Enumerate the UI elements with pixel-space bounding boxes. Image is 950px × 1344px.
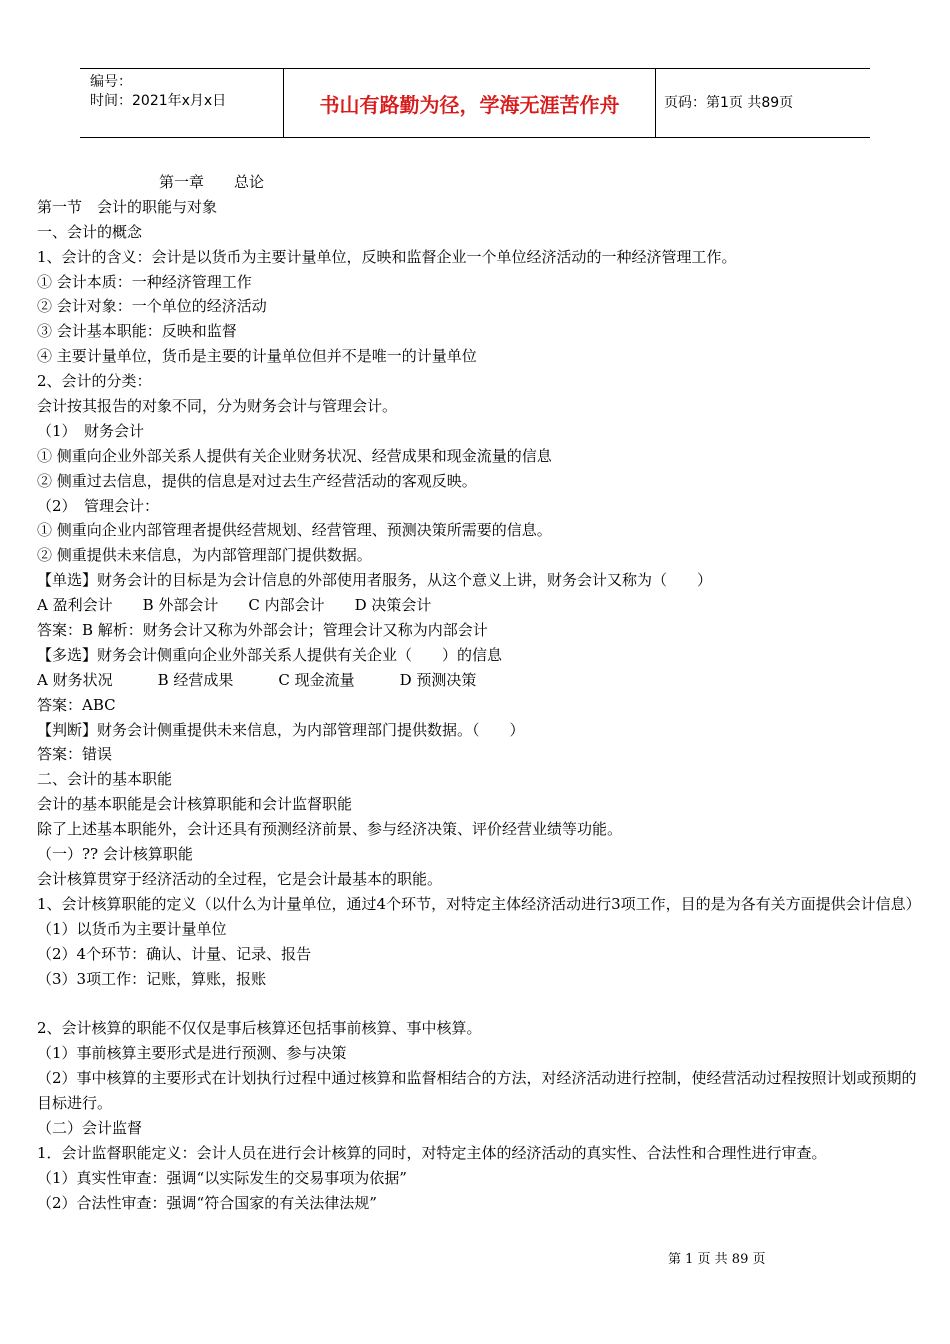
text-line: （2）合法性审查：强调“符合国家的有关法律法规” [37, 1193, 377, 1212]
text-line: 1．会计监督职能定义：会计人员在进行会计核算的同时，对特定主体的经济活动的真实性、合法性和合理性进行审查。 [37, 1143, 827, 1162]
date-label: 时间：2021年x月x日 [90, 93, 227, 109]
text-line: 会计核算贯穿于经济活动的全过程，它是会计最基本的职能。 [37, 869, 443, 888]
motto-text: 书山有路勤为径，学海无涯苦作舟 [319, 92, 620, 117]
text-line: （1）事前核算主要形式是进行预测、参与决策 [37, 1044, 347, 1063]
text-line: A 财务状况 B 经营成果 C 现金流量 D 预测决策 [37, 670, 477, 689]
text-line: 答案：B 解析：财务会计又称为外部会计；管理会计又称为内部会计 [37, 621, 488, 640]
text-line: 二、会计的基本职能 [37, 770, 173, 789]
text-line: 2、会计核算的职能不仅仅是事后核算还包括事前核算、事中核算。 [37, 1019, 482, 1038]
page-info: 页码：第1页 共89页 [664, 94, 794, 111]
chapter-title: 第一章 总论 [159, 173, 265, 191]
text-line: （1）真实性审查：强调“以实际发生的交易事项为依据” [37, 1168, 407, 1187]
text-line: ① 侧重向企业内部管理者提供经营规划、经营管理、预测决策所需要的信息。 [37, 521, 552, 540]
text-line [37, 991, 917, 1016]
text-line: 第一节 会计的职能与对象 [37, 197, 218, 216]
text-line: （3）3项工作：记账，算账，报账 [37, 969, 267, 988]
text-line: （2） 管理会计： [37, 496, 160, 515]
text-line: ② 侧重提供未来信息，为内部管理部门提供数据。 [37, 546, 372, 565]
page-footer: 第 1 页 共 89 页 [668, 1252, 766, 1267]
page-header [80, 68, 870, 138]
text-line: 答案：错误 [37, 745, 113, 764]
text-line: （2）4个环节：确认、计量、记录、报告 [37, 944, 312, 963]
text-line: ① 侧重向企业外部关系人提供有关企业财务状况、经营成果和现金流量的信息 [37, 446, 552, 465]
text-line: 【判断】财务会计侧重提供未来信息，为内部管理部门提供数据。（ ） [37, 720, 525, 739]
text-line: ② 会计对象：一个单位的经济活动 [37, 297, 267, 316]
text-line: 【单选】财务会计的目标是为会计信息的外部使用者服务，从这个意义上讲，财务会计又称为（ ） [37, 571, 713, 590]
text-line: （1） 财务会计 [37, 421, 145, 440]
text-line: ③ 会计基本职能：反映和监督 [37, 322, 237, 341]
text-line: （2）事中核算的主要形式在计划执行过程中通过核算和监督相结合的方法，对经济活动进行控制，使经营活动过程按照计划或预期的目标进行。 [37, 1069, 917, 1112]
text-line: A 盈利会计 B 外部会计 C 内部会计 D 决策会计 [37, 596, 432, 615]
text-line: 除了上述基本职能外，会计还具有预测经济前景、参与经济决策、评价经营业绩等功能。 [37, 820, 623, 839]
text-line: ② 侧重过去信息，提供的信息是对过去生产经营活动的客观反映。 [37, 471, 477, 490]
text-line: ④ 主要计量单位，货币是主要的计量单位但并不是唯一的计量单位 [37, 347, 477, 366]
text-line: （二）会计监督 [37, 1118, 143, 1137]
text-line: 【多选】财务会计侧重向企业外部关系人提供有关企业（ ）的信息 [37, 645, 503, 664]
text-line: 1、会计的含义：会计是以货币为主要计量单位，反映和监督企业一个单位经济活动的一种经济管理工作。 [37, 247, 737, 266]
text-line: 1、会计核算职能的定义（以什么为计量单位，通过4个环节，对特定主体经济活动进行3项工作，目的是为各有关方面提供会计信息） [37, 894, 921, 913]
text-line: 一、会计的概念 [37, 222, 143, 241]
header-right-cell [656, 69, 870, 137]
text-line: 会计按其报告的对象不同，分为财务会计与管理会计。 [37, 397, 398, 416]
number-label: 编号： [90, 74, 132, 90]
text-line: 会计的基本职能是会计核算职能和会计监督职能 [37, 795, 353, 814]
text-line: （1）以货币为主要计量单位 [37, 919, 227, 938]
text-line: ① 会计本质：一种经济管理工作 [37, 272, 252, 291]
text-line: 2、会计的分类： [37, 372, 152, 391]
document-body [37, 170, 921, 1215]
text-line: 答案：ABC [37, 695, 116, 714]
header-left-cell [80, 69, 284, 137]
text-line: （一）?? 会计核算职能 [37, 845, 193, 864]
header-middle-cell [284, 69, 656, 137]
